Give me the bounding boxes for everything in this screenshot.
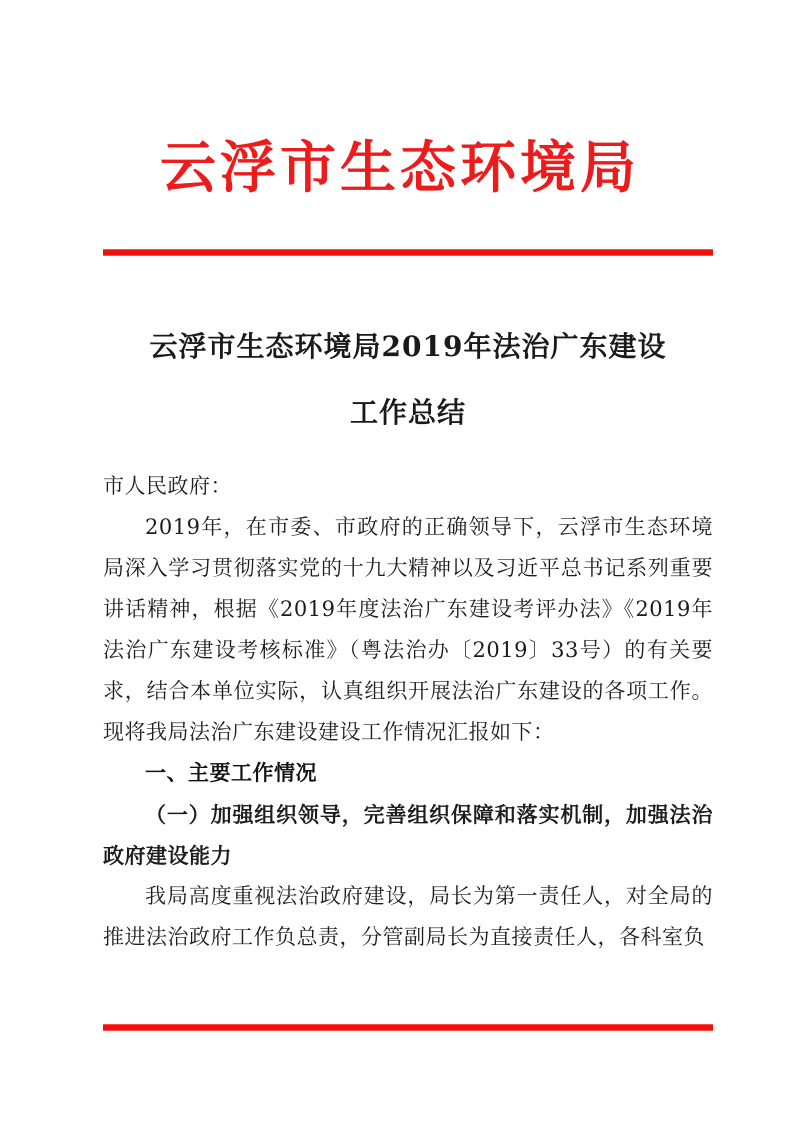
letterhead [0, 136, 800, 200]
document-title [103, 314, 713, 446]
letterhead-red-rule-top [103, 249, 713, 256]
footer-red-rule-bottom [103, 1024, 713, 1031]
issuing-organization: 云浮市生态环境局 [160, 135, 640, 201]
document-title-line-2: 工作总结 [349, 396, 466, 429]
salutation: 市人民政府： [103, 474, 232, 498]
subsection-heading-1: （一）加强组织领导，完善组织保障和落实机制，加强法治政府建设能力 [103, 802, 713, 868]
document-body [103, 466, 713, 958]
document-title-line-1: 云浮市生态环境局2019年法治广东建设 [149, 330, 667, 363]
section-heading-1: 一、主要工作情况 [145, 761, 317, 785]
body-paragraph-2: 我局高度重视法治政府建设，局长为第一责任人，对全局的推进法治政府工作负总责，分管副局长为直接责任人，各科室负 [103, 884, 713, 949]
body-paragraph-1: 2019年，在市委、市政府的正确领导下，云浮市生态环境局深入学习贯彻落实党的十九大精神以及习近平总书记系列重要讲话精神，根据《2019年度法治广东建设考评办法》《2019年法治广东建设考核标准》（粤法治办〔2019〕33号）的有关要求，结合本单位实际，认真组织开展法治广东建设的各项工作。现将我局法治广东建设建设工作情况汇报如下： [103, 515, 713, 744]
